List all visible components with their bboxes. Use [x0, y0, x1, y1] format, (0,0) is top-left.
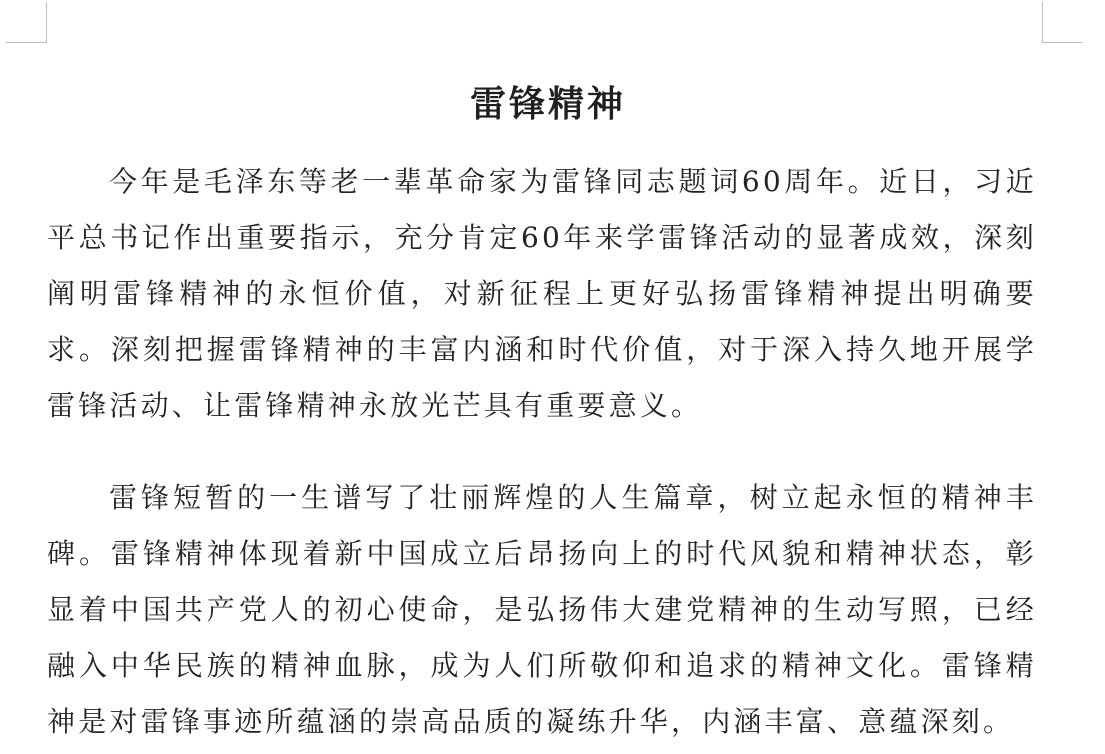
paragraph-text: 今年是毛泽东等老一辈革命家为雷锋同志题词60周年。近日，习近平总书记作出重要指示，充分肯定60年来学雷锋活动的显著成效，深刻阐明雷锋精神的永恒价值，对新征程上更好弘扬雷锋精神提出明确要求。深刻把握雷锋精神的丰富内涵和时代价值，对于深入持久地开展学雷锋活动、让雷锋精神永放光芒具有重要意义。	[47, 165, 1037, 422]
page-margin-corner-top-left	[6, 2, 47, 43]
document-title: 雷锋精神	[469, 83, 626, 126]
body-paragraph-1[interactable]	[47, 154, 1037, 434]
paragraph-text: 雷锋短暂的一生谱写了壮丽辉煌的人生篇章，树立起永恒的精神丰碑。雷锋精神体现着新中国成立后昂扬向上的时代风貌和精神状态，彰显着中国共产党人的初心使命，是弘扬伟大建党精神的生动写照，已经融入中华民族的精神血脉，成为人们所敬仰和追求的精神文化。雷锋精神是对雷锋事迹所蕴涵的崇高品质的凝练升华，内涵丰富、意蕴深刻。	[47, 481, 1037, 738]
page-margin-corner-top-right	[1042, 2, 1083, 43]
body-paragraph-2[interactable]	[47, 470, 1037, 750]
